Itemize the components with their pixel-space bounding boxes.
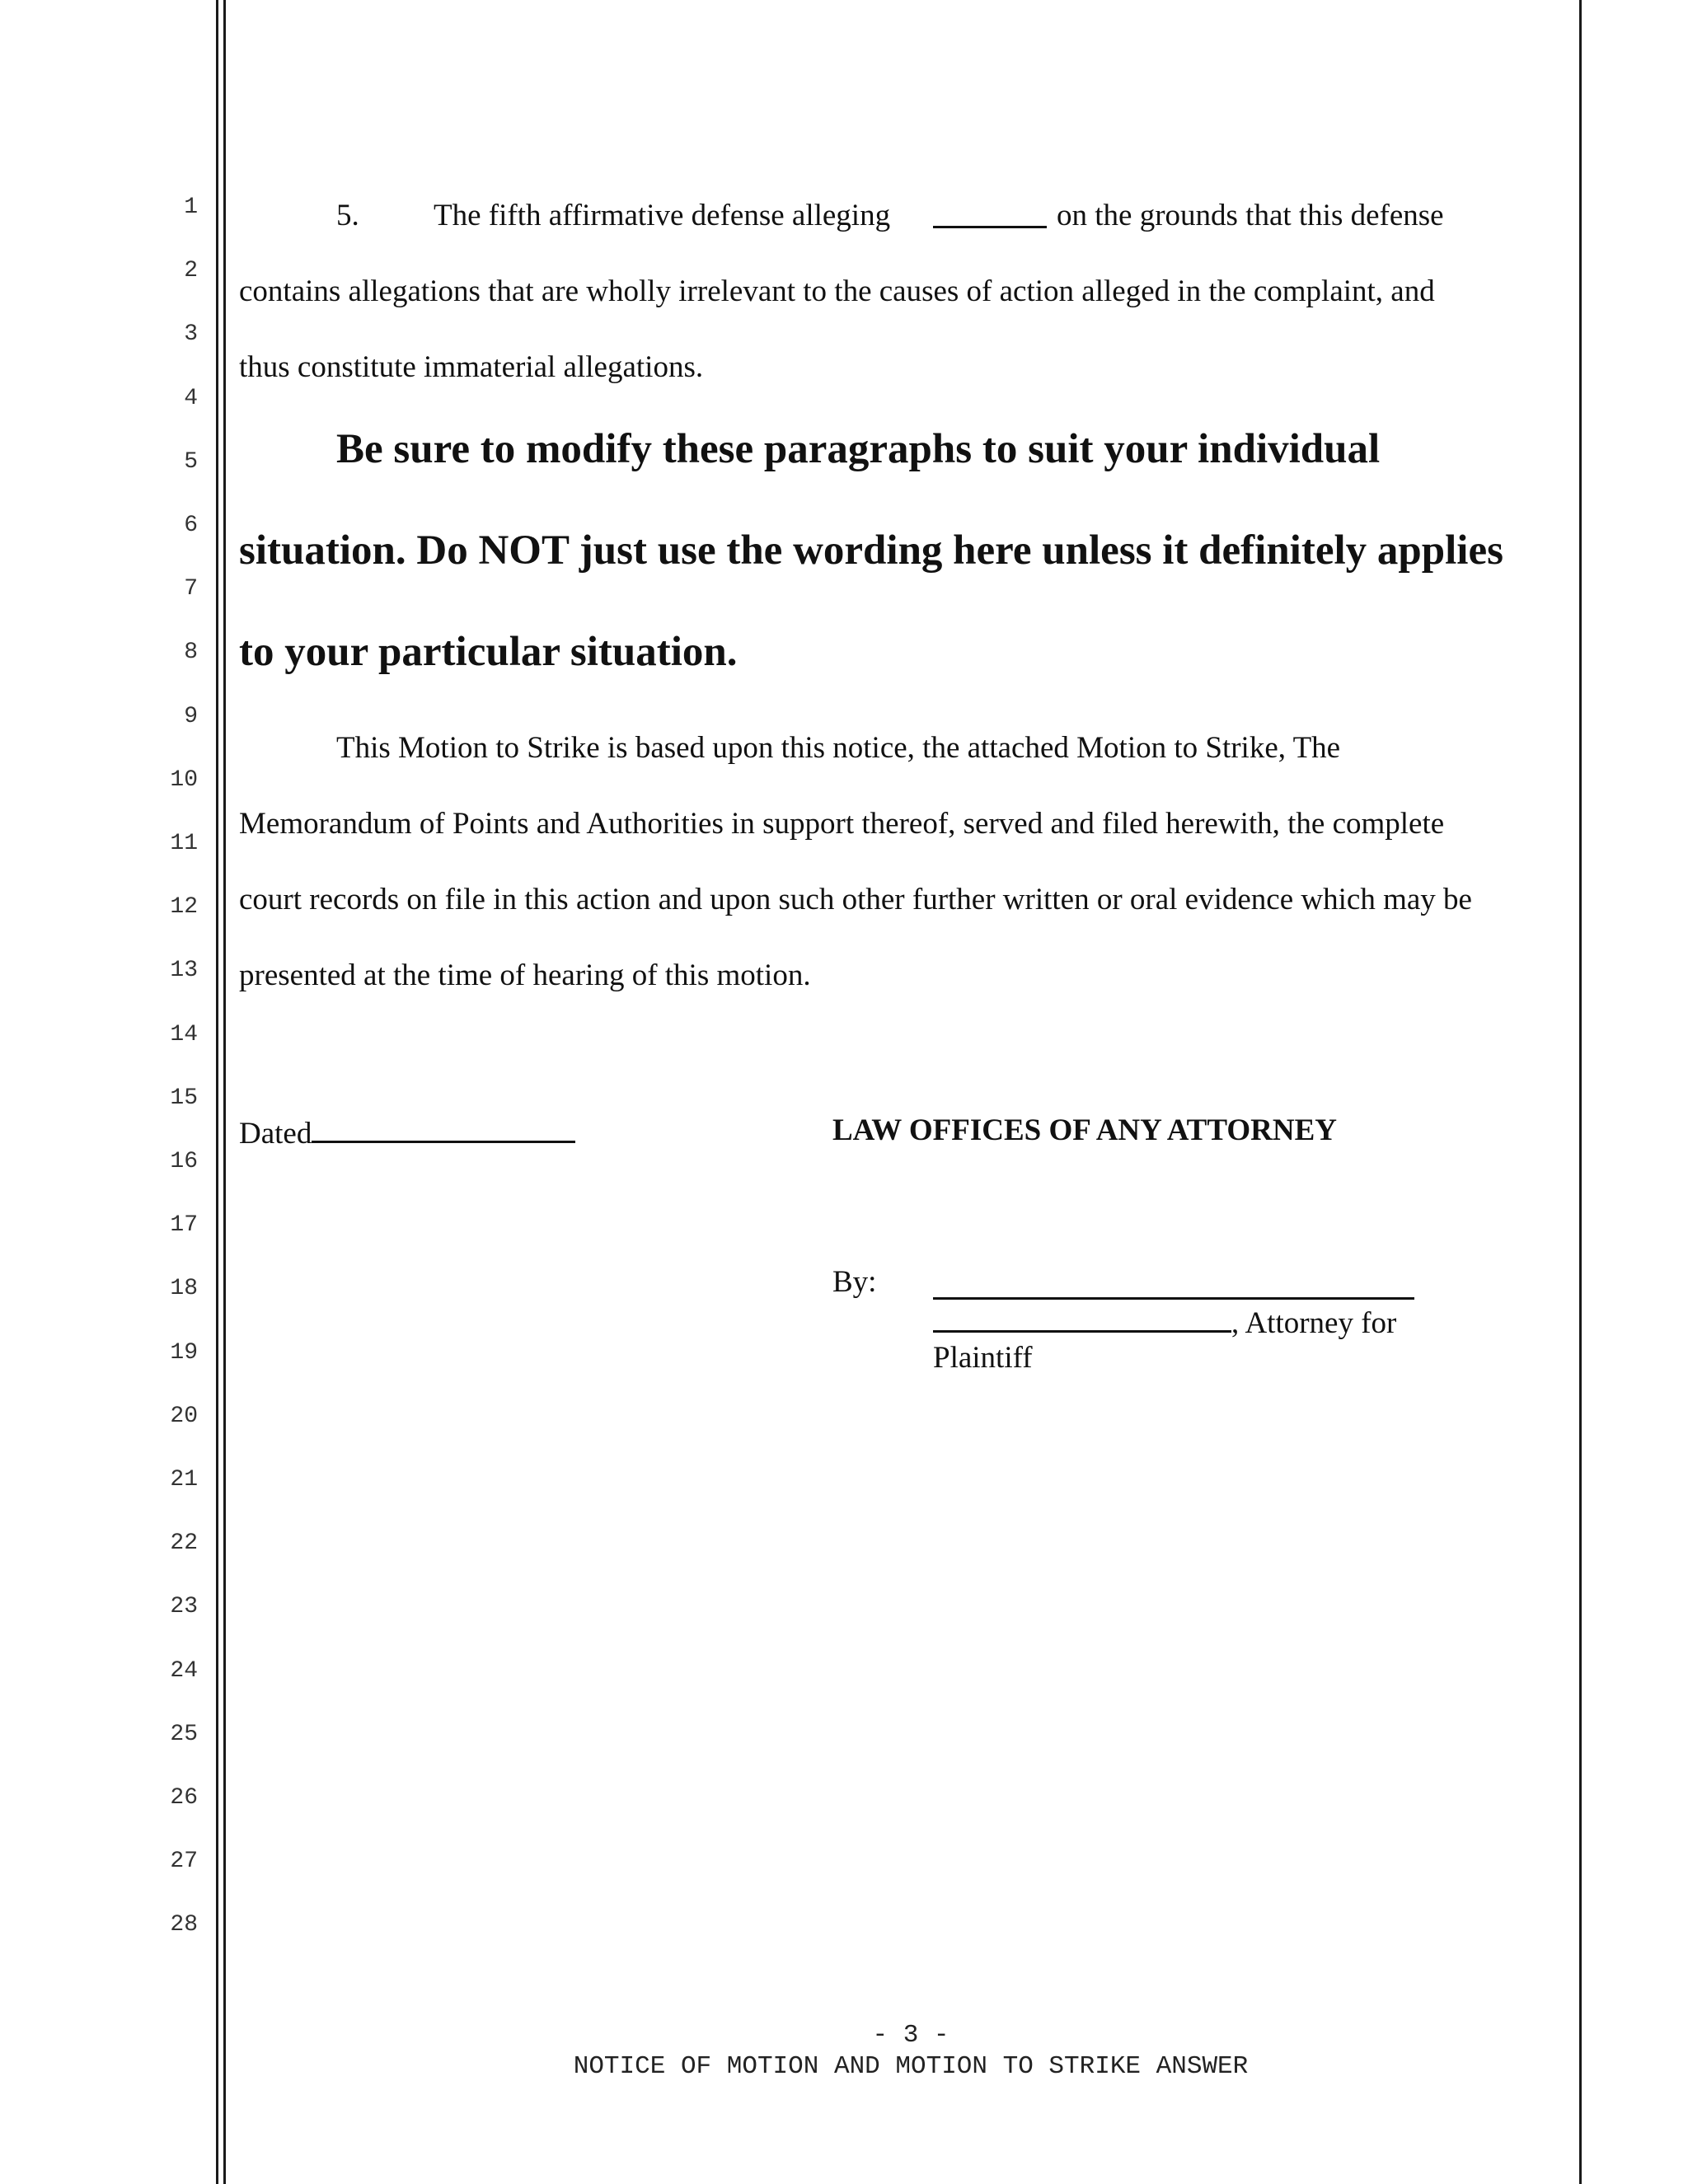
line-number: 16 xyxy=(170,1149,198,1174)
line-number: 13 xyxy=(170,958,198,984)
line-number: 6 xyxy=(184,513,198,538)
attorney-name-blank xyxy=(933,1302,1231,1333)
line-number: 12 xyxy=(170,894,198,921)
basis-line-3: court records on file in this action and upon such other further written or oral evidence which may be xyxy=(239,883,1472,916)
line-number: 3 xyxy=(184,321,198,348)
line-number: 8 xyxy=(184,640,198,666)
line-number: 18 xyxy=(170,1276,198,1302)
warning-line-3: to your particular situation. xyxy=(239,629,738,675)
dated-line xyxy=(239,1113,575,1152)
line-number: 14 xyxy=(170,1021,198,1047)
line-number: 2 xyxy=(184,258,198,284)
line-number: 25 xyxy=(170,1721,198,1747)
left-margin-rule-inner xyxy=(223,0,226,2184)
basis-line-2: Memorandum of Points and Authorities in support thereof, served and filed herewith, the complete xyxy=(239,807,1445,841)
line-number: 7 xyxy=(184,576,198,602)
line-number: 1 xyxy=(184,194,198,220)
dated-label: Dated xyxy=(239,1117,312,1151)
basis-line-1: This Motion to Strike is based upon this notice, the attached Motion to Strike, The xyxy=(336,731,1341,765)
left-margin-rule-outer xyxy=(216,0,218,2184)
paragraph-5-text-start: The fifth affirmative defense alleging xyxy=(434,199,891,232)
line-number: 5 xyxy=(184,448,198,475)
line-number: 11 xyxy=(170,831,198,856)
line-number: 20 xyxy=(170,1403,198,1429)
line-number: 21 xyxy=(170,1467,198,1493)
basis-line-4: presented at the time of hearing of this motion. xyxy=(239,958,811,992)
footer-document-title: NOTICE OF MOTION AND MOTION TO STRIKE ANSWER xyxy=(573,2052,1249,2081)
line-number: 19 xyxy=(170,1339,198,1366)
warning-line-1: Be sure to modify these paragraphs to suit your individual xyxy=(336,426,1381,472)
line-number: 15 xyxy=(170,1085,198,1111)
line-number: 22 xyxy=(170,1530,198,1557)
line-number: 9 xyxy=(184,703,198,729)
line-number: 23 xyxy=(170,1594,198,1620)
by-label: By: xyxy=(832,1265,877,1299)
paragraph-5-line-2: contains allegations that are wholly irrelevant to the causes of action alleged in the complaint, and xyxy=(239,274,1435,308)
attorney-suffix: , Attorney for xyxy=(1231,1306,1397,1340)
line-number: 27 xyxy=(170,1849,198,1875)
paragraph-5-line-3: thus constitute immaterial allegations. xyxy=(239,350,704,384)
line-number: 4 xyxy=(184,385,198,411)
paragraph-5-text-end: on the grounds that this defense xyxy=(1057,199,1444,232)
paragraph-number: 5. xyxy=(336,199,359,232)
line-number: 17 xyxy=(170,1212,198,1239)
right-margin-rule xyxy=(1579,0,1582,2184)
line-number: 28 xyxy=(170,1912,198,1938)
attorney-name-line xyxy=(933,1302,1396,1342)
line-number: 26 xyxy=(170,1785,198,1811)
fill-in-blank xyxy=(933,198,1047,228)
signature-line xyxy=(933,1269,1414,1300)
warning-line-2: situation. Do NOT just use the wording here unless it definitely applies xyxy=(239,527,1503,574)
line-number: 24 xyxy=(170,1657,198,1684)
attorney-role: Plaintiff xyxy=(933,1341,1033,1375)
page-number: - 3 - xyxy=(872,2021,950,2050)
date-blank xyxy=(312,1113,575,1143)
line-number: 10 xyxy=(170,766,198,793)
firm-name: LAW OFFICES OF ANY ATTORNEY xyxy=(832,1113,1337,1147)
